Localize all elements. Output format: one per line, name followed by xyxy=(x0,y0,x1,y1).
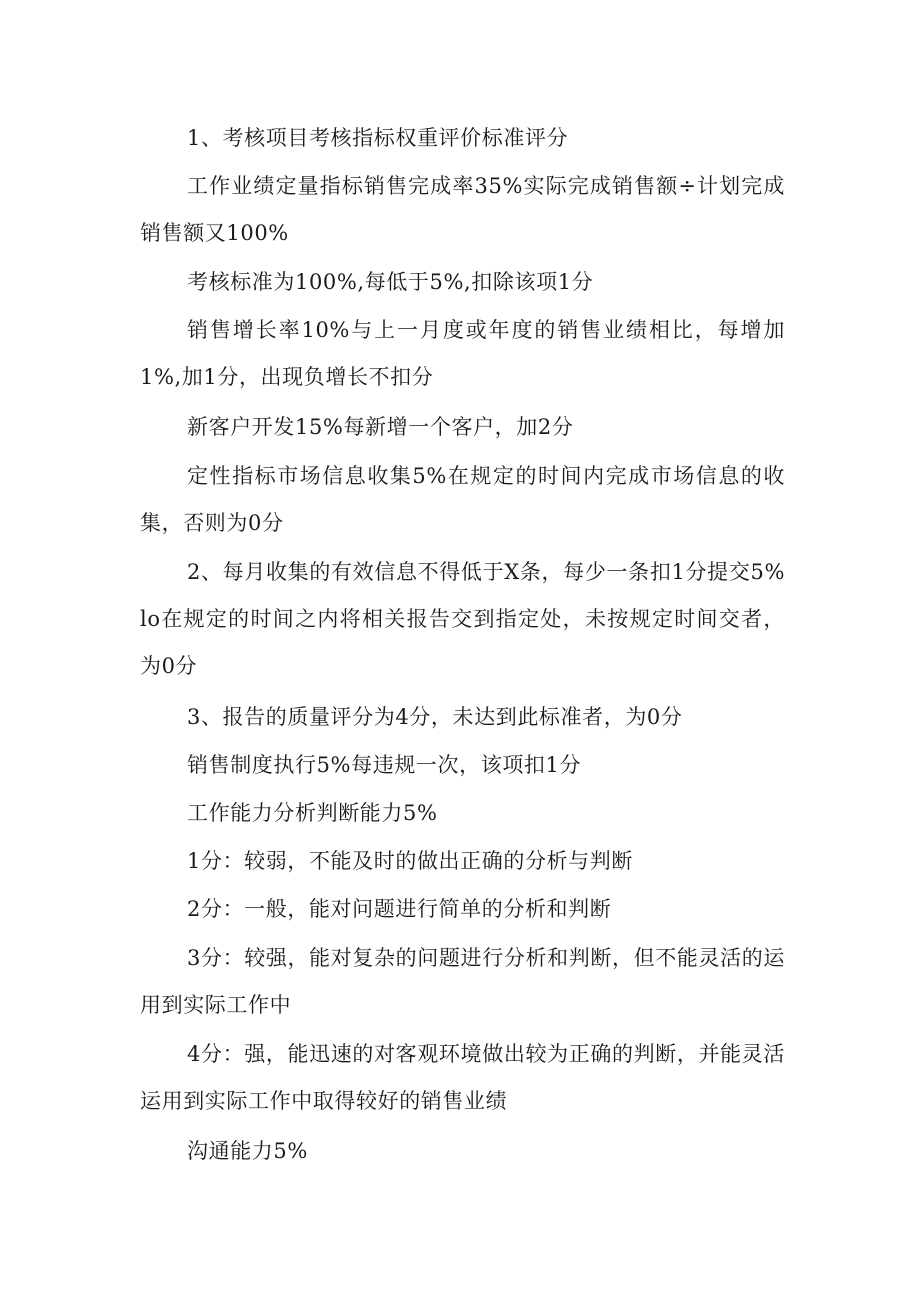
paragraph-monthly-info-report: 2、每月收集的有效信息不得低于X条，每少一条扣1分提交5%lo在规定的时间之内将相关报告交到指定处，未按规定时间交者，为0分 xyxy=(140,560,785,678)
paragraph-sales-policy-compliance: 销售制度执行5%每违规一次，该项扣1分 xyxy=(187,753,582,777)
paragraph-sales-growth-rate: 销售增长率10%与上一月度或年度的销售业绩相比，每增加1%,加1分，出现负增长不扣分 xyxy=(140,318,785,389)
paragraph-new-customer-development: 新客户开发15%每新增一个客户，加2分 xyxy=(187,415,574,439)
paragraph-report-quality: 3、报告的质量评分为4分，未达到此标准者，为0分 xyxy=(187,705,683,729)
paragraph-score-1: 1分：较弱，不能及时的做出正确的分析与判断 xyxy=(187,849,633,873)
paragraph-sales-completion-rate: 工作业绩定量指标销售完成率35%实际完成销售额÷计划完成销售额又100% xyxy=(140,174,785,245)
paragraph-score-4: 4分：强，能迅速的对客观环境做出较为正确的判断，并能灵活运用到实际工作中取得较好的销售业绩 xyxy=(140,1042,785,1113)
paragraph-assessment-standard: 考核标准为100%,每低于5%,扣除该项1分 xyxy=(187,270,594,294)
paragraph-assessment-items-header: 1、考核项目考核指标权重评价标准评分 xyxy=(187,126,569,150)
paragraph-score-2: 2分：一般，能对问题进行简单的分析和判断 xyxy=(187,897,612,921)
paragraph-analysis-judgment-ability: 工作能力分析判断能力5% xyxy=(187,801,438,825)
paragraph-market-info-collection: 定性指标市场信息收集5%在规定的时间内完成市场信息的收集，否则为0分 xyxy=(140,464,785,535)
paragraph-score-3: 3分：较强，能对复杂的问题进行分析和判断，但不能灵活的运用到实际工作中 xyxy=(140,946,785,1017)
paragraph-communication-ability: 沟通能力5% xyxy=(187,1139,308,1163)
